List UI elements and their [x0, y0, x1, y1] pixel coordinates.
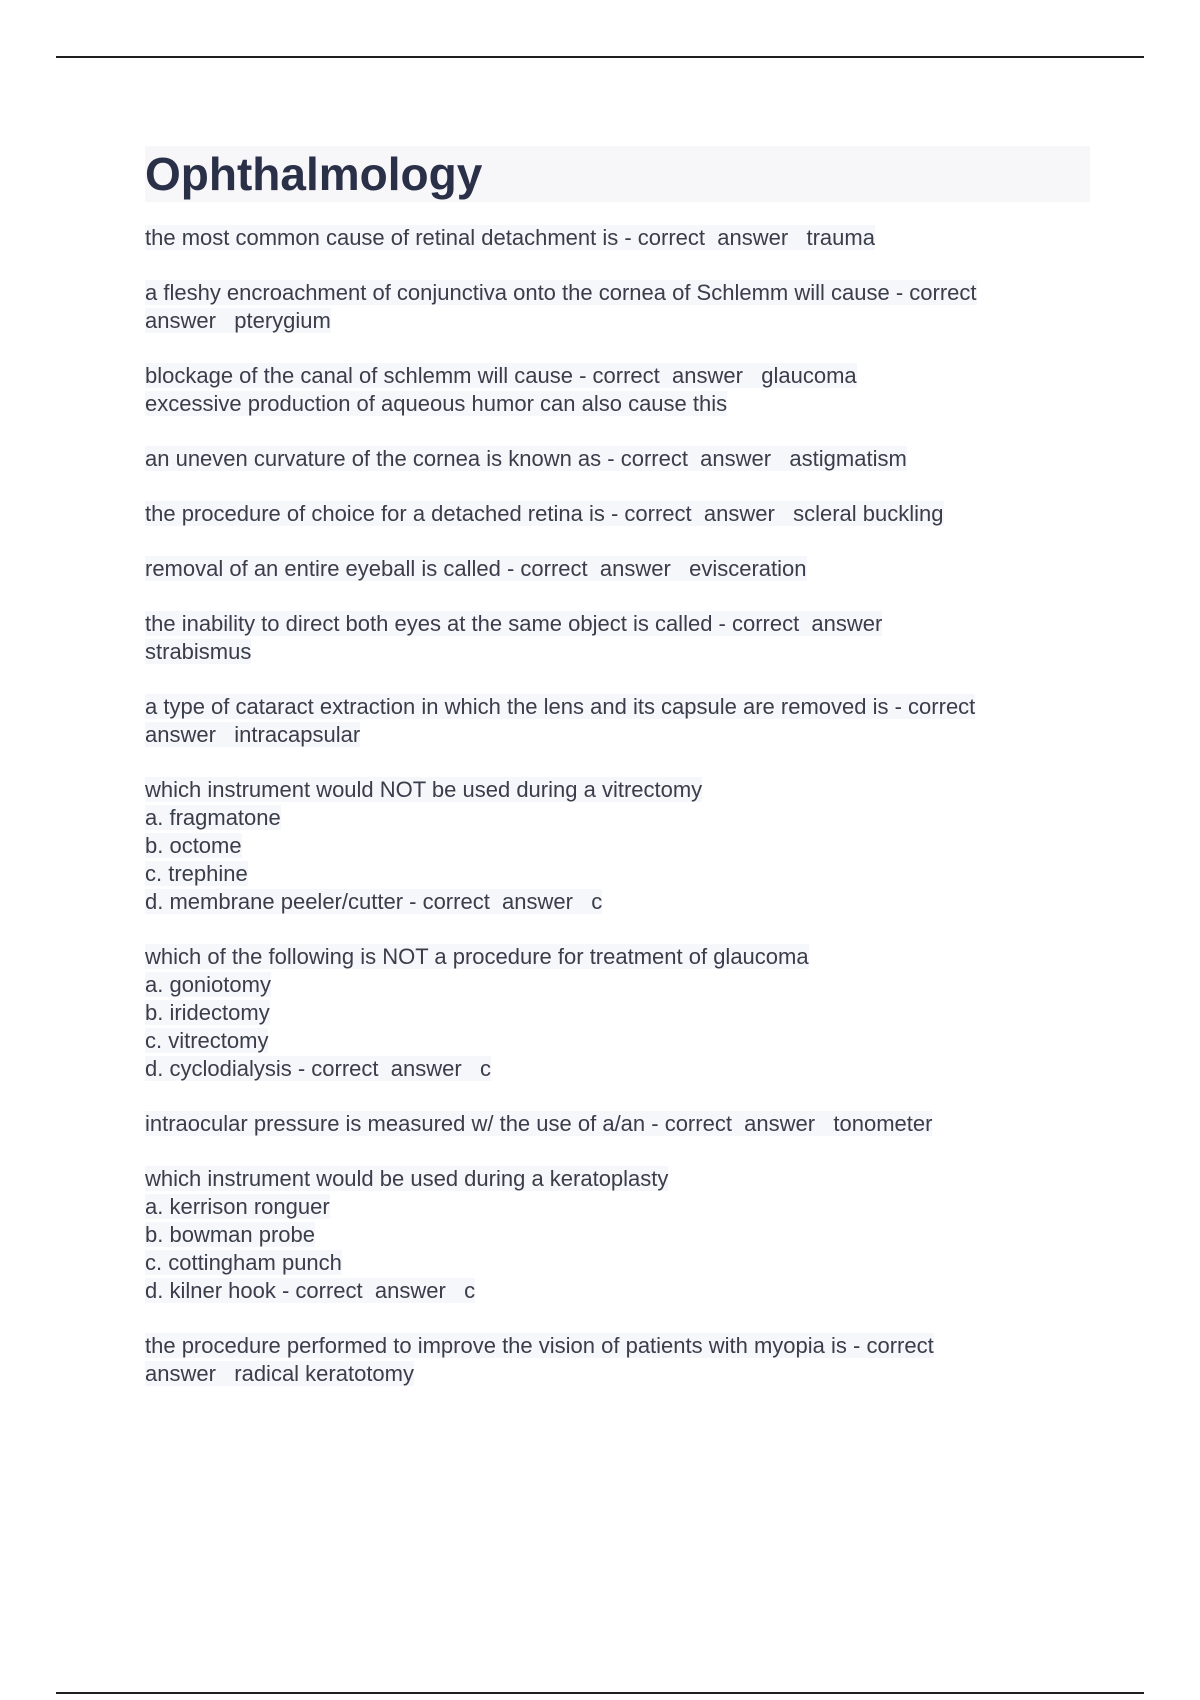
qa-line [145, 860, 1090, 888]
qa-item [145, 693, 1090, 749]
qa-line [145, 1360, 1090, 1388]
qa-line [145, 971, 1090, 999]
qa-item [145, 1332, 1090, 1388]
qa-line-text: c. vitrectomy [145, 1028, 269, 1053]
qa-item [145, 279, 1090, 335]
qa-line [145, 1055, 1090, 1083]
qa-line-text: the procedure of choice for a detached retina is - correct answer scleral buckling [145, 501, 944, 526]
qa-line [145, 888, 1090, 916]
qa-line-text: the inability to direct both eyes at the same object is called - correct answer [145, 611, 883, 636]
qa-item [145, 555, 1090, 583]
qa-line [145, 1249, 1090, 1277]
qa-item [145, 1110, 1090, 1138]
qa-line-text: the procedure performed to improve the vision of patients with myopia is - correct [145, 1333, 934, 1358]
qa-item [145, 362, 1090, 418]
qa-item [145, 943, 1090, 1083]
bottom-rule [56, 1692, 1144, 1694]
qa-line [145, 1277, 1090, 1305]
qa-line-text: intraocular pressure is measured w/ the use of a/an - correct answer tonometer [145, 1111, 933, 1136]
qa-line [145, 279, 1090, 307]
qa-line-text: b. bowman probe [145, 1222, 315, 1247]
qa-line [145, 1110, 1090, 1138]
qa-line-text: answer radical keratotomy [145, 1361, 414, 1386]
qa-line-text: the most common cause of retinal detachment is - correct answer trauma [145, 225, 875, 250]
qa-line-text: b. octome [145, 833, 242, 858]
qa-line [145, 362, 1090, 390]
qa-line-text: a. fragmatone [145, 805, 281, 830]
qa-line [145, 224, 1090, 252]
qa-line [145, 999, 1090, 1027]
qa-line-text: a. kerrison ronguer [145, 1194, 330, 1219]
qa-line-text: removal of an entire eyeball is called - correct answer evisceration [145, 556, 807, 581]
qa-item [145, 776, 1090, 916]
qa-line [145, 445, 1090, 473]
qa-line-text: which instrument would NOT be used during a vitrectomy [145, 777, 703, 802]
qa-line-text: blockage of the canal of schlemm will cause - correct answer glaucoma [145, 363, 857, 388]
qa-line [145, 832, 1090, 860]
qa-line [145, 1332, 1090, 1360]
qa-line [145, 500, 1090, 528]
qa-line-text: an uneven curvature of the cornea is known as - correct answer astigmatism [145, 446, 907, 471]
qa-line-text: c. cottingham punch [145, 1250, 342, 1275]
qa-line [145, 721, 1090, 749]
qa-item [145, 610, 1090, 666]
qa-line [145, 390, 1090, 418]
qa-item [145, 224, 1090, 252]
qa-line [145, 1221, 1090, 1249]
qa-line-text: d. kilner hook - correct answer c [145, 1278, 476, 1303]
qa-line-text: which of the following is NOT a procedure for treatment of glaucoma [145, 944, 809, 969]
qa-line-text: a type of cataract extraction in which the lens and its capsule are removed is - correct [145, 694, 976, 719]
qa-line [145, 555, 1090, 583]
qa-line-text: a. goniotomy [145, 972, 271, 997]
qa-line-text: c. trephine [145, 861, 248, 886]
qa-line [145, 307, 1090, 335]
qa-line [145, 1165, 1090, 1193]
qa-item [145, 500, 1090, 528]
qa-line-text: strabismus [145, 639, 252, 664]
qa-line [145, 1193, 1090, 1221]
qa-line [145, 638, 1090, 666]
top-rule [56, 56, 1144, 58]
qa-line [145, 776, 1090, 804]
qa-line [145, 693, 1090, 721]
qa-line [145, 943, 1090, 971]
qa-line-text: b. iridectomy [145, 1000, 270, 1025]
qa-item [145, 445, 1090, 473]
qa-item [145, 1165, 1090, 1305]
qa-line-text: answer intracapsular [145, 722, 361, 747]
page-title: Ophthalmology [145, 148, 483, 200]
qa-line [145, 610, 1090, 638]
qa-line-text: excessive production of aqueous humor can also cause this [145, 391, 728, 416]
qa-line-text: d. membrane peeler/cutter - correct answer c [145, 889, 603, 914]
qa-line-text: a fleshy encroachment of conjunctiva onto the cornea of Schlemm will cause - correct [145, 280, 977, 305]
qa-line-text: d. cyclodialysis - correct answer c [145, 1056, 491, 1081]
qa-line-text: which instrument would be used during a keratoplasty [145, 1166, 669, 1191]
qa-line [145, 1027, 1090, 1055]
qa-line [145, 804, 1090, 832]
qa-line-text: answer pterygium [145, 308, 331, 333]
qa-list [145, 224, 1090, 1388]
title-bar [145, 146, 1090, 202]
document-body [145, 146, 1090, 1415]
